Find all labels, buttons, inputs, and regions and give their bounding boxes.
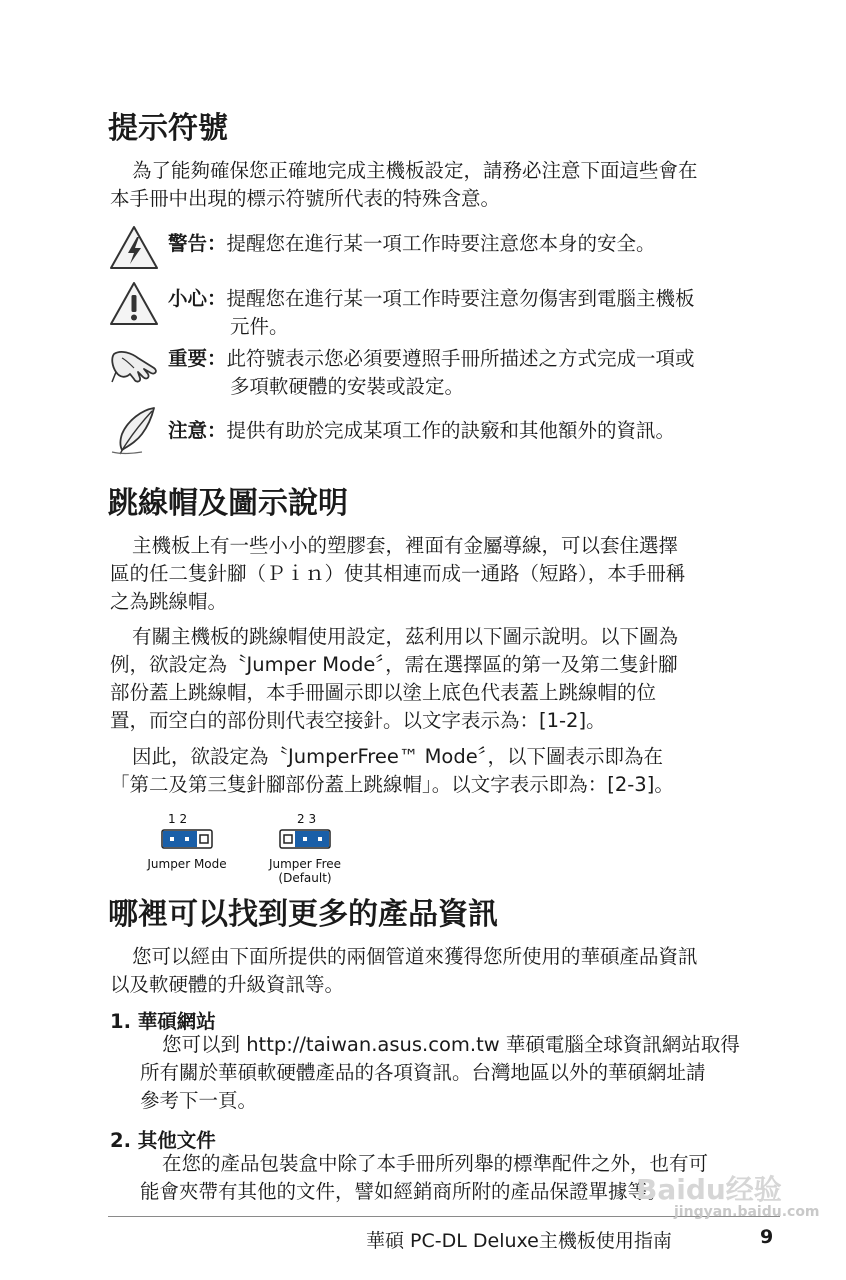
- jumper-free-pin-numbers: 2 3: [297, 812, 317, 826]
- notice-caution: [168, 285, 695, 341]
- baidu-watermark-logo: Baidu经验: [636, 1173, 782, 1206]
- item-2-heading: [110, 1125, 216, 1153]
- paragraph-line: 有關主機板的跳線帽使用設定，茲利用以下圖示說明。以下圖為: [132, 625, 679, 648]
- paragraph-line: 為了能夠確保您正確地完成主機板設定，請務必注意下面這些會在: [132, 159, 698, 182]
- jumper-mode-label: Jumper Mode: [147, 857, 227, 871]
- baidu-watermark-url: jingyan.baidu.com: [674, 1204, 820, 1220]
- important-hand-icon: [108, 342, 160, 388]
- symbols-intro: [110, 157, 698, 213]
- notice-text: 元件。: [230, 315, 289, 338]
- notice-label: 重要：: [168, 347, 227, 370]
- paragraph-line: 「第二及第三隻針腳部份蓋上跳線帽」。以文字表示即為：[2-3]。: [110, 773, 674, 796]
- notice-label: 注意：: [168, 419, 227, 442]
- paragraph-line: 所有關於華碩軟硬體產品的各項資訊。台灣地區以外的華碩網址請: [140, 1061, 706, 1084]
- section-title-symbols: 提示符號: [108, 111, 228, 146]
- notice-text: 提供有助於完成某項工作的訣竅和其他額外的資訊。: [226, 419, 676, 442]
- more-info-intro: [110, 943, 698, 999]
- paragraph-line: 部份蓋上跳線帽，本手冊圖示即以塗上底色代表蓋上跳線帽的位: [110, 681, 657, 704]
- item-1-heading: [110, 1006, 216, 1034]
- item-number: 1.: [110, 1010, 131, 1033]
- notice-warning: [168, 230, 656, 258]
- paragraph-line: 您可以到 http://taiwan.asus.com.tw 華碩電腦全球資訊網站取得: [162, 1033, 740, 1056]
- jumper-free-default: (Default): [278, 871, 332, 885]
- notice-text: 多項軟硬體的安裝或設定。: [230, 375, 465, 398]
- section-title-jumpers: 跳線帽及圖示說明: [108, 486, 348, 521]
- item-number: 2.: [110, 1129, 131, 1152]
- notice-label: 小心：: [168, 287, 227, 310]
- section-title-more-info: 哪裡可以找到更多的產品資訊: [108, 897, 498, 932]
- notice-text: 提醒您在進行某一項工作時要注意您本身的安全。: [226, 232, 656, 255]
- caution-exclamation-icon: [108, 280, 160, 328]
- jumpers-para-3: [110, 743, 674, 799]
- page-number: 9: [760, 1226, 774, 1248]
- paragraph-line: 例，欲設定為〝Jumper Mode〞，需在選擇區的第一及第二隻針腳: [110, 653, 678, 676]
- notice-important: [168, 345, 695, 401]
- notice-note: [168, 417, 675, 445]
- jumper-free-title: Jumper Free: [268, 857, 342, 871]
- paragraph-line: 之為跳線帽。: [110, 590, 228, 613]
- paragraph-line: 您可以經由下面所提供的兩個管道來獲得您所使用的華碩產品資訊: [132, 945, 698, 968]
- paragraph-line: 區的任二隻針腳（Ｐｉｎ）使其相連而成一通路（短路），本手冊稱: [110, 562, 686, 585]
- paragraph-line: 本手冊中出現的標示符號所代表的特殊含意。: [110, 187, 501, 210]
- warning-lightning-icon: [108, 224, 160, 272]
- footer-title: 華碩 PC-DL Deluxe主機板使用指南: [366, 1230, 672, 1252]
- paragraph-line: 主機板上有一些小小的塑膠套，裡面有金屬導線，可以套住選擇: [132, 534, 679, 557]
- paragraph-line: 以及軟硬體的升級資訊等。: [110, 973, 345, 996]
- note-feather-icon: [108, 404, 160, 458]
- item-title: 其他文件: [137, 1129, 216, 1152]
- jumpers-para-2: [110, 623, 678, 735]
- item-title: 華碩網站: [137, 1010, 216, 1033]
- paragraph-line: 置，而空白的部份則代表空接針。以文字表示為：[1-2]。: [110, 709, 606, 732]
- jumpers-para-1: [110, 532, 685, 616]
- notice-label: 警告：: [168, 232, 227, 255]
- jumper-mode-diagram: [161, 829, 213, 849]
- jumper-free-diagram: [279, 829, 331, 849]
- paragraph-line: 因此，欲設定為〝JumperFree™ Mode〞，以下圖表示即為在: [132, 745, 663, 768]
- notice-text: 此符號表示您必須要遵照手冊所描述之方式完成一項或: [226, 347, 695, 370]
- jumper-mode-pin-numbers: 1 2: [168, 812, 188, 826]
- notice-text: 提醒您在進行某一項工作時要注意勿傷害到電腦主機板: [226, 287, 695, 310]
- jumper-free-label: [258, 857, 352, 885]
- paragraph-line: 在您的產品包裝盒中除了本手冊所列舉的標準配件之外，也有可: [162, 1152, 709, 1175]
- item-1-body: [140, 1031, 740, 1115]
- paragraph-line: 參考下一頁。: [140, 1089, 258, 1112]
- item-2-body: [140, 1150, 708, 1206]
- paragraph-line: 能會夾帶有其他的文件，譬如經銷商所附的產品保證單據等。: [140, 1180, 667, 1203]
